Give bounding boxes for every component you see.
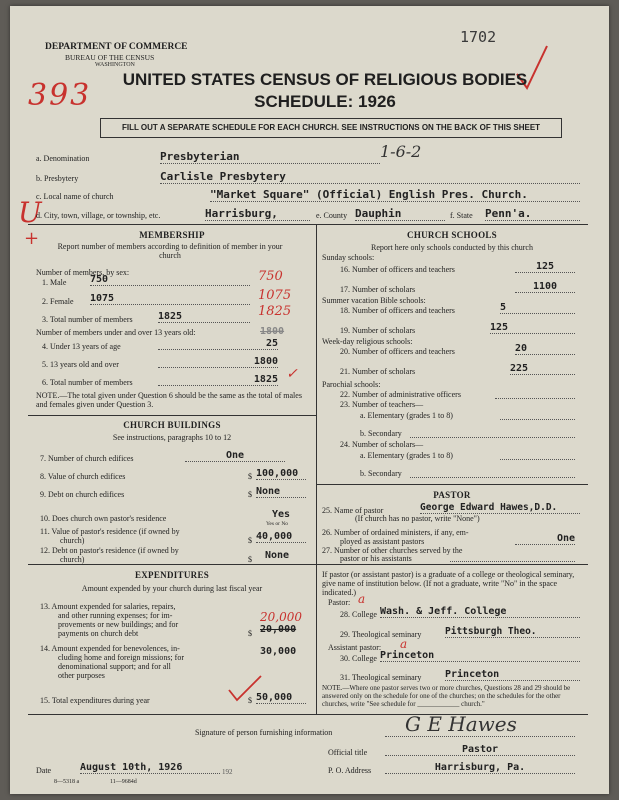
residence-owned-label: 10. Does church own pastor's residence [40,514,167,523]
city-field-label: d. City, town, village, or township, etc. [36,211,161,220]
summer-heading: Summer vacation Bible schools: [322,296,426,305]
q23a-blank [500,419,575,420]
schools-intro: Report here only schools conducted by this church [371,243,533,252]
department-label: DEPARTMENT OF COMMERCE [45,42,188,52]
q30-value: Princeton [380,650,580,662]
total-expenditures-value: 50,000 [256,692,306,704]
q28-label: 28. College [340,610,377,619]
q25-label: 25. Name of pastor [322,506,384,515]
q14-line-4: other purposes [58,671,105,680]
total-age-label: 6. Total number of members [42,378,133,387]
edifice-value-amount: 100,000 [256,468,306,480]
official-title-value: Pastor [385,744,575,756]
female-value: 1075 [90,293,250,305]
q13-line-2: and other running expenses; for im- [58,611,173,620]
residence-value-label-2: church) [60,536,85,545]
membership-title: MEMBERSHIP [139,230,205,240]
pastor-hand-mark: a [358,592,366,606]
residence-debt-amount: None [265,550,290,561]
edifice-debt-amount: None [256,486,306,498]
q18-label: 18. Number of officers and teachers [340,306,455,315]
total-members-value: 1825 [158,311,250,323]
q27-blank [450,561,575,562]
q26-label-1: 26. Number of ordained ministers, if any, em- [322,528,469,537]
over-13-value: 1800 [158,356,278,368]
q21-label: 21. Number of scholars [340,367,416,376]
q13-value: 20,000 [260,624,297,635]
q26-value: One [515,533,575,545]
dollar-sign: $ [248,555,252,564]
weekday-heading: Week-day religious schools: [322,337,413,346]
page-subtitle: SCHEDULE: 1926 [254,92,396,111]
dollar-sign: $ [248,472,252,481]
q14-line-3: denominational support; and for all [58,662,171,671]
city-label: WASHINGTON [95,62,135,68]
membership-intro: Report number of members according to definition of member in your church [57,242,283,260]
over-13-label: 5. 13 years old and over [42,360,119,369]
yes-no-hint: Yes or No [266,521,289,527]
county-label: e. County [316,211,348,220]
q17-label: 17. Number of scholars [340,285,416,294]
red-tick: ✓ [286,366,298,382]
q24b-blank [410,477,575,478]
q23a-label: a. Elementary (grades 1 to 8) [360,411,453,420]
po-address-label: P. O. Address [328,766,372,775]
residence-debt-label-1: 12. Debt on pastor's residence (if owned by [40,546,179,555]
total-expenditures-label: 15. Total expenditures during year [40,696,150,705]
residence-value-amount: 40,000 [256,531,306,543]
signature: G E Hawes [405,712,517,736]
q16-value: 125 [515,261,575,273]
sunday-heading: Sunday schools: [322,253,375,262]
edifice-debt-label: 9. Debt on church edifices [40,490,125,499]
instruction-bar: FILL OUT A SEPARATE SCHEDULE FOR EACH CHURCH. SEE INSTRUCTIONS ON THE BACK OF THIS SHEET [100,118,562,138]
dollar-sign: $ [248,490,252,499]
margin-plus-mark: + [24,228,40,249]
q13-line-4: payments on church debt [58,629,139,638]
dollar-sign: $ [248,629,252,638]
denomination-label: a. Denomination [36,154,90,163]
assistant-subheading: Assistant pastor: [328,643,382,652]
age-heading: Number of members under and over 13 years old: [36,328,196,337]
by-sex-heading: Number of members, by sex: [36,268,130,277]
residence-owned-value: Yes [272,509,291,520]
q13-line-3: provements or new buildings; and for [58,620,179,629]
edifices-value: One [185,450,285,462]
county-value: Dauphin [355,207,445,221]
membership-note: NOTE.—The total given under Question 6 should be the same as the total of males and females given under Question 3. [36,391,302,409]
total-members-hand-value: 1825 [258,304,292,319]
city-field-value: Harrisburg, [205,207,310,221]
document-number: 1702 [460,28,497,46]
red-check-mark [225,674,265,702]
q22-blank [495,398,575,399]
q24b-label: b. Secondary [360,469,402,478]
dollar-sign: $ [248,536,252,545]
form-code-2: 11—9684d [110,779,137,785]
dollar-sign: $ [248,696,252,705]
male-label: 1. Male [42,278,67,287]
state-value: Penn'a. [485,207,580,221]
po-address-value: Harrisburg, Pa. [385,762,575,774]
q25-note: (If church has no pastor, write "None") [355,514,480,523]
q14-line-2: cluding home and foreign missions; for [58,653,184,662]
assistant-hand-mark: a [400,637,408,651]
q29-label: 29. Theological seminary [340,630,422,639]
q14-value: 30,000 [260,646,297,657]
official-title-label: Official title [328,748,368,757]
year-suffix: 192 [222,768,233,776]
handwritten-date: 1-6-2 [380,142,422,161]
q17-value: 1100 [515,281,575,293]
bureau-label: BUREAU OF THE CENSUS [65,53,155,62]
q19-value: 125 [490,322,575,334]
under-13-label: 4. Under 13 years of age [42,342,121,351]
q21-value: 225 [510,363,575,375]
q24-label: 24. Number of scholars— [340,440,424,449]
female-label: 2. Female [42,297,74,306]
church-name-value: "Market Square" (Official) English Pres. Church. [210,188,580,202]
q28-value: Wash. & Jeff. College [380,606,580,618]
pastor-subheading: Pastor: [328,598,351,607]
denomination-value: Presbyterian [160,150,380,164]
male-hand-value: 750 [258,269,283,284]
q23b-label: b. Secondary [360,429,402,438]
q20-label: 20. Number of officers and teachers [340,347,455,356]
q16-label: 16. Number of officers and teachers [340,265,455,274]
total-members-label: 3. Total number of members [42,315,133,324]
residence-debt-label-2: church) [60,555,85,564]
q24a-blank [500,459,575,460]
q25-value: George Edward Hawes,D.D. [420,502,580,514]
schools-title: CHURCH SCHOOLS [407,230,497,240]
q19-label: 19. Number of scholars [340,326,416,335]
page-title: UNITED STATES CENSUS OF RELIGIOUS BODIES [122,70,528,89]
struck-value: 1800 [260,326,285,337]
date-label: Date [36,766,52,775]
edifices-label: 7. Number of church edifices [40,454,134,463]
pastor-note: NOTE.—Where one pastor serves two or more churches, Questions 28 and 29 should be answered only on the schedule for one of the churches; on the schedules for the other churches, write "See schedule for ____________ church." [322,684,571,708]
q13-line-1: 13. Amount expended for salaries, repairs, [40,602,176,611]
q23b-blank [410,437,575,438]
handwritten-number: 393 [28,78,92,113]
census-schedule-page [10,6,609,794]
parochial-heading: Parochial schools: [322,380,381,389]
signature-line [385,736,575,737]
q14-line-1: 14. Amount expended for benevolences, in- [40,644,180,653]
q26-label-2: ployed as assistant pastors [340,537,425,546]
q30-label: 30. College [340,654,377,663]
pastor-title: PASTOR [433,490,471,500]
residence-value-label-1: 11. Value of pastor's residence (if owned by [40,527,180,536]
church-name-label: c. Local name of church [36,192,114,201]
q24a-label: a. Elementary (grades 1 to 8) [360,451,453,460]
date-value: August 10th, 1926 [80,762,220,774]
state-label: f. State [450,211,473,220]
form-code-1: 8—5318 a [54,779,80,785]
presbytery-label: b. Presbytery [36,174,79,183]
q13-hand-value: 20,000 [260,610,302,624]
buildings-title: CHURCH BUILDINGS [123,420,221,430]
q27-label-1: 27. Number of other churches served by the [322,546,463,555]
female-hand-value: 1075 [258,288,292,303]
q18-value: 5 [500,302,575,314]
q20-value: 20 [515,343,575,355]
q31-value: Princeton [445,669,580,681]
expenditures-title: EXPENDITURES [134,570,210,580]
total-age-value: 1825 [158,374,278,386]
q29-value: Pittsburgh Theo. [445,626,580,638]
under-13-value: 25 [158,338,278,350]
q31-label: 31. Theological seminary [340,673,422,682]
presbytery-value: Carlisle Presbytery [160,170,580,184]
male-value: 750 [90,274,250,286]
q27-label-2: pastor or his assistants [340,554,412,563]
buildings-intro: See instructions, paragraphs 10 to 12 [112,433,232,442]
margin-letter-mark: U [18,196,42,229]
graduate-note: If pastor (or assistant pastor) is a graduate of a college or theological seminary, give name of institution below. (If not a graduate, write "No" in the space indicated.) [322,570,575,597]
signature-label: Signature of person furnishing information [195,728,333,737]
expenditures-intro: Amount expended by your church during last fiscal year [81,584,263,593]
q22-label: 22. Number of administrative officers [340,390,461,399]
edifice-value-label: 8. Value of church edifices [40,472,126,481]
q23-label: 23. Number of teachers— [340,400,424,409]
